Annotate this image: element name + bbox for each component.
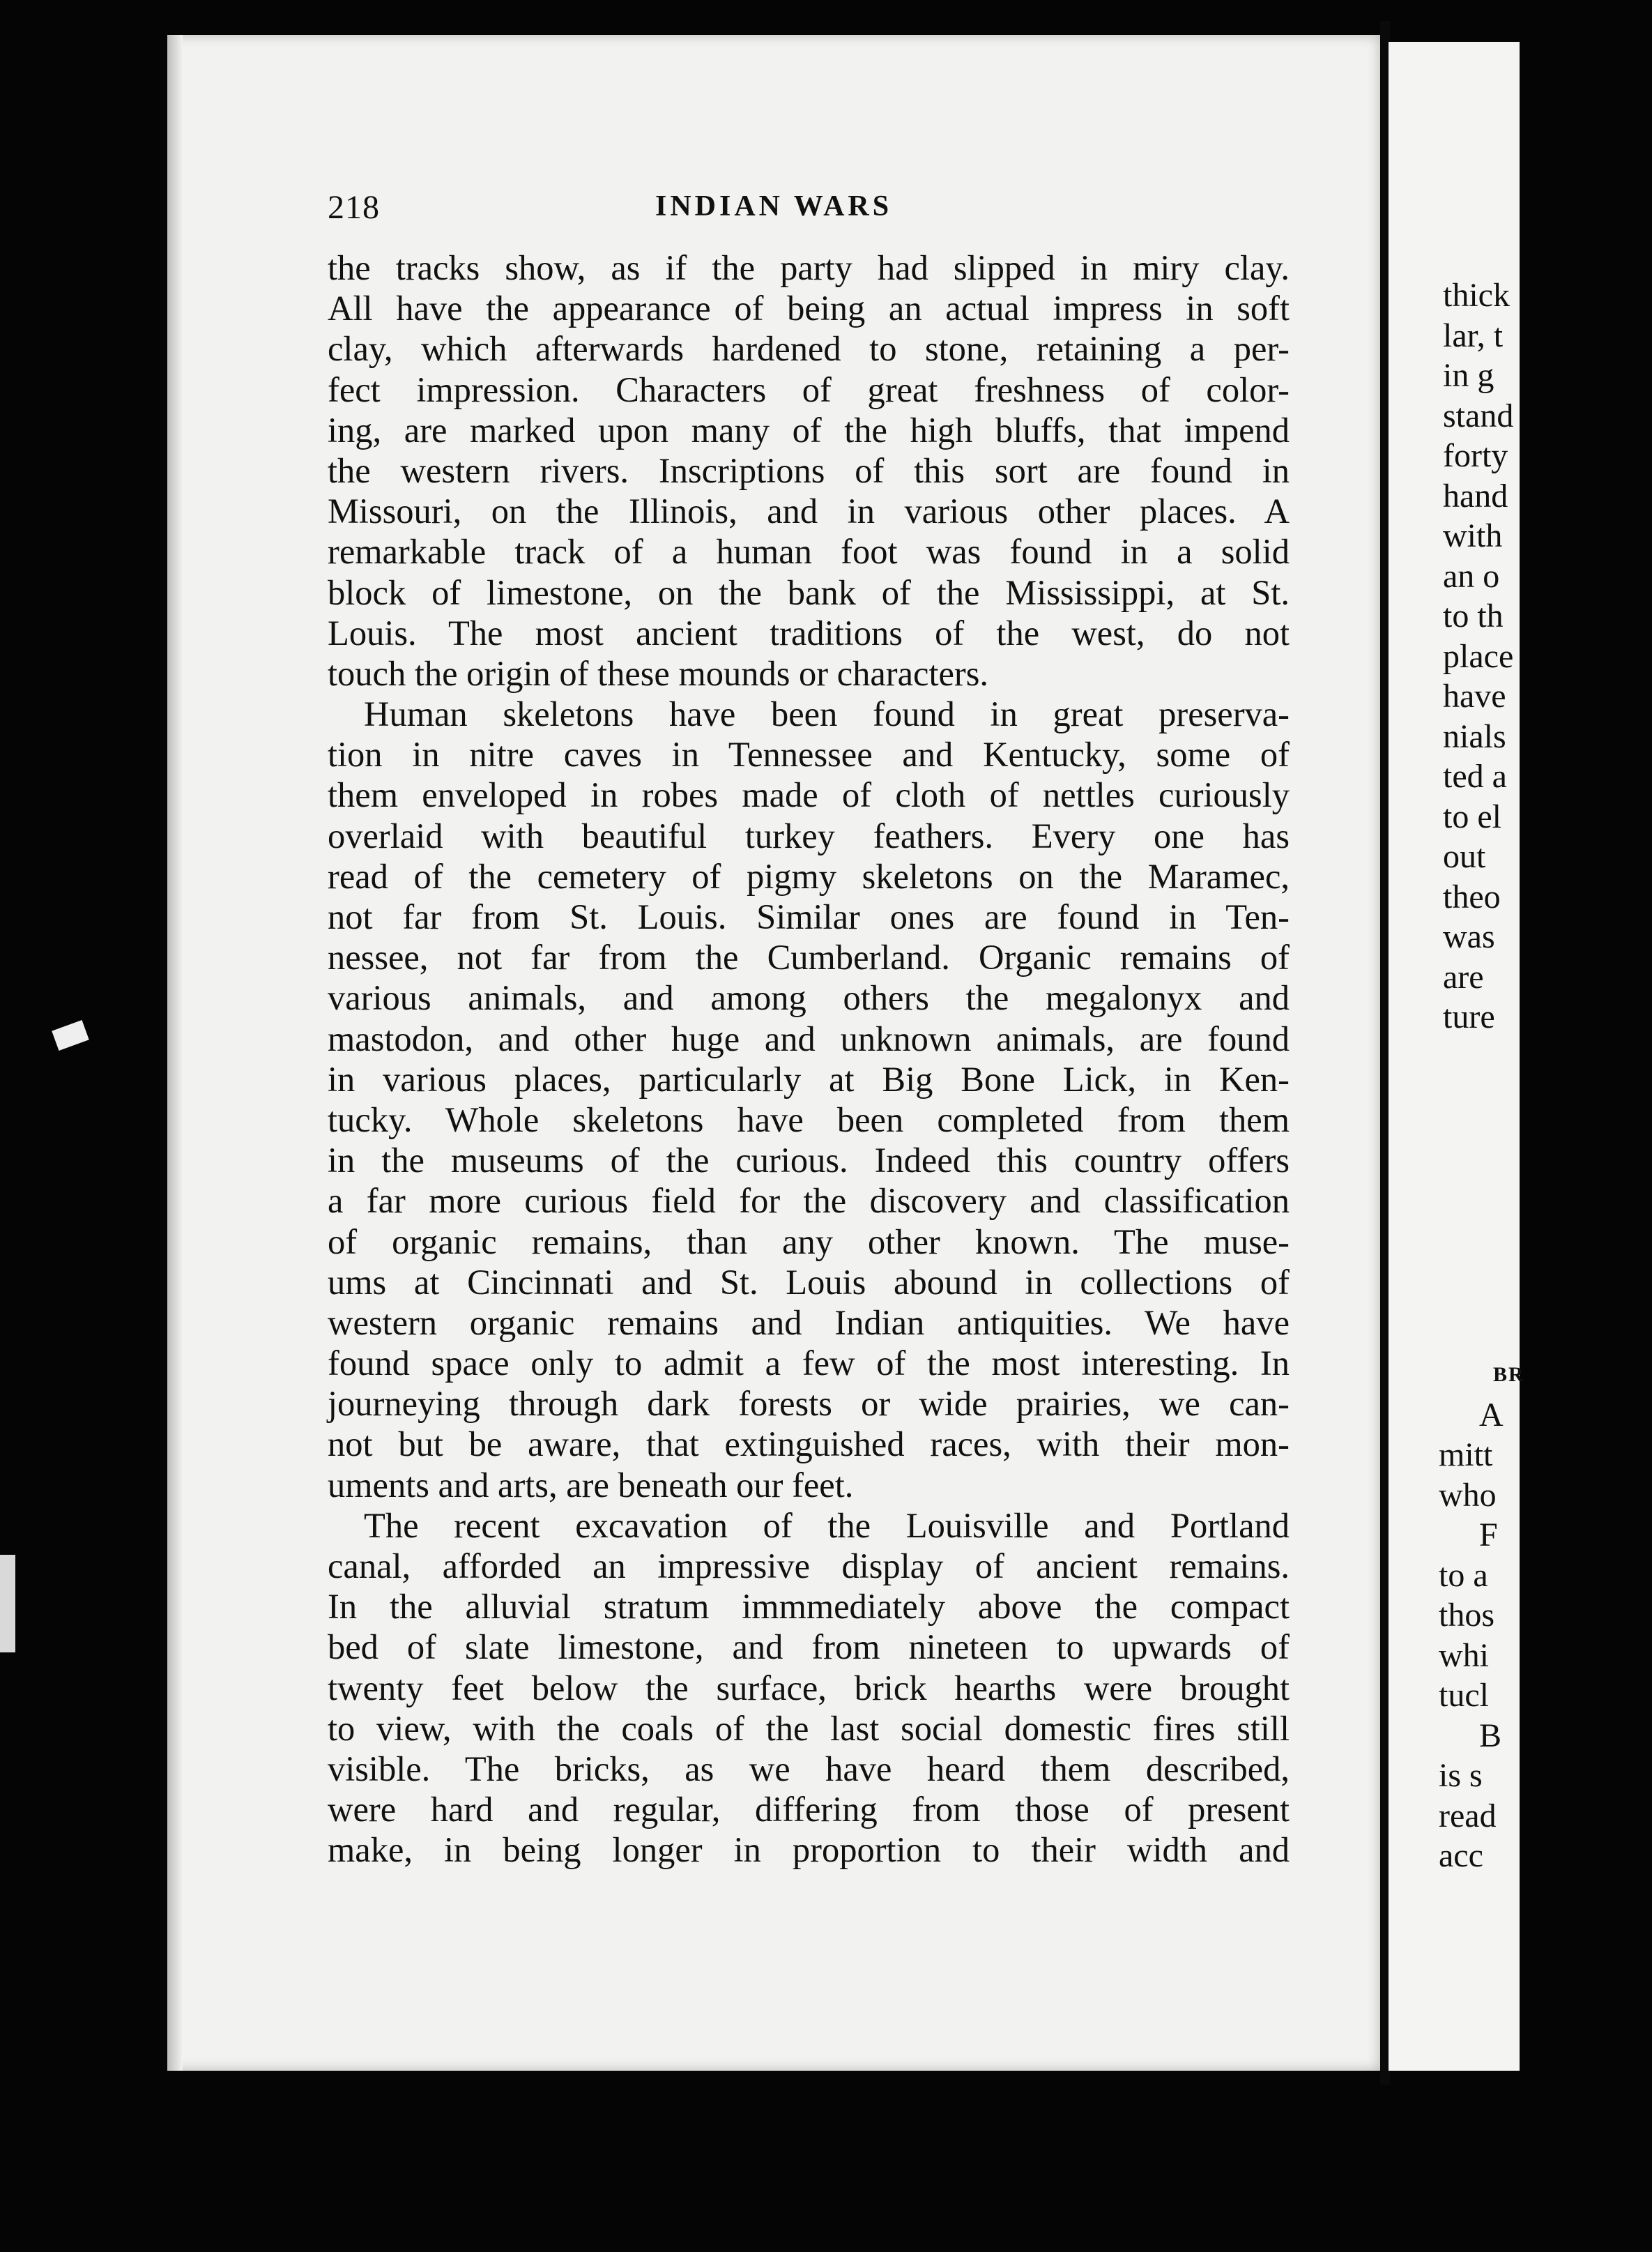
fragment-line: an o [1443,557,1500,595]
page-number: 218 [328,189,380,226]
running-title: INDIAN WARS [655,190,893,222]
text-line: canal, afforded an impressive display of ancient remains. [328,1546,1290,1585]
fragment-line: thick [1443,277,1510,314]
text-line: the tracks show, as if the party had slipped in miry clay. [328,248,1290,287]
text-line: twenty feet below the surface, brick hearths were brought [328,1668,1290,1707]
text-line: nessee, not far from the Cumberland. Organic remains of [328,938,1290,977]
text-line: journeying through dark forests or wide prairies, we can- [328,1384,1290,1424]
fragment-line: hand [1443,477,1508,515]
text-line: of organic remains, than any other known. The muse- [328,1222,1290,1261]
text-line: various animals, and among others the megalonyx and [328,978,1290,1018]
text-line: mastodon, and other huge and unknown animals, are found [328,1019,1290,1058]
fragment-line: tucl [1439,1677,1489,1714]
fragment-line: read [1439,1797,1497,1834]
running-head [328,188,1290,237]
fragment-line: out [1443,838,1486,875]
fragment-line: with [1443,517,1503,554]
fragment-line: are [1443,958,1484,996]
text-line: touch the origin of these mounds or characters. [328,653,988,693]
text-line: In the alluvial stratum immmediately above the compact [328,1587,1290,1627]
text-line: the western rivers. Inscriptions of this sort are found in [328,450,1290,490]
fragment-line: have [1443,678,1506,715]
right-page-fragment [1389,42,1525,2071]
fragment-line: was [1443,918,1495,955]
fragment-line: F [1479,1516,1498,1553]
text-line: in various places, particularly at Big Bone Lick, in Ken- [328,1059,1290,1099]
margin-speck [52,1020,89,1051]
body-text [328,248,1290,1871]
fragment-line: ture [1443,998,1495,1035]
fragment-line: forty [1443,437,1508,474]
fragment-line: stand [1443,397,1514,434]
text-line: found space only to admit a few of the most interesting. In [328,1344,1290,1383]
text-line: Louis. The most ancient traditions of the west, do not [328,613,1290,653]
fragment-line: who [1439,1476,1497,1514]
fragment-line: B [1479,1717,1502,1754]
text-line: not but be aware, that extinguished races, with their mon- [328,1424,1290,1464]
fragment-line: place [1443,637,1514,675]
text-line: were hard and regular, differing from those of present [328,1790,1290,1829]
page-edge-shadow [167,35,183,2071]
text-line: western organic remains and Indian antiquities. We have [328,1302,1290,1342]
margin-speck [0,1555,15,1652]
fragment-line: ted a [1443,758,1507,795]
right-page-text-top [1443,275,1652,1037]
text-line: tucky. Whole skeletons have been completed from them [328,1100,1290,1139]
text-line: uments and arts, are beneath our feet. [328,1465,854,1505]
text-line: Missouri, on the Illinois, and in various other places. A [328,492,1290,531]
text-line: overlaid with beautiful turkey feathers. Every one has [328,816,1290,855]
text-line: remarkable track of a human foot was found in a solid [328,532,1290,572]
text-line: Human skeletons have been found in great preserva- [364,694,1290,734]
text-line: a far more curious field for the discovery and classification [328,1181,1290,1221]
fragment-line: theo [1443,878,1501,915]
fragment-line: mitt [1439,1436,1493,1473]
right-page-text-bottom [1439,1355,1648,1876]
text-line: bed of slate limestone, and from nineteen to upwards of [328,1627,1290,1667]
text-line: The recent excavation of the Louisville and Portland [364,1505,1290,1545]
fragment-line: BR [1493,1363,1525,1386]
fragment-line: whi [1439,1636,1489,1674]
text-line: read of the cemetery of pigmy skeletons on the Maramec, [328,856,1290,896]
fragment-line: in g [1443,357,1494,394]
text-line: them enveloped in robes made of cloth of nettles curiously [328,775,1290,815]
fragment-line: to el [1443,798,1501,835]
text-line: clay, which afterwards hardened to stone, retaining a per- [328,329,1290,369]
text-line: fect impression. Characters of great freshness of color- [328,370,1290,409]
text-line: tion in nitre caves in Tennessee and Kentucky, some of [328,735,1290,775]
fragment-line: A [1479,1396,1504,1433]
fragment-line: is s [1439,1757,1483,1794]
text-line: not far from St. Louis. Similar ones are found in Ten- [328,897,1290,936]
text-line: All have the appearance of being an actual impress in soft [328,289,1290,328]
text-line: to view, with the coals of the last social domestic fires still [328,1708,1290,1748]
text-line: ing, are marked upon many of the high bluffs, that impend [328,410,1290,450]
text-line: make, in being longer in proportion to their width and [328,1830,1290,1870]
text-line: in the museums of the curious. Indeed this country offers [328,1141,1290,1180]
fragment-line: nials [1443,717,1506,755]
fragment-line: to th [1443,598,1504,634]
fragment-line: to a [1439,1556,1488,1594]
text-line: ums at Cincinnati and St. Louis abound in collections of [328,1262,1290,1302]
fragment-line: thos [1439,1597,1495,1634]
fragment-line: lar, t [1443,317,1504,354]
text-line: block of limestone, on the bank of the Mississippi, at St. [328,572,1290,612]
text-line: visible. The bricks, as we have heard them described, [328,1749,1290,1788]
fragment-line: acc [1439,1837,1483,1874]
